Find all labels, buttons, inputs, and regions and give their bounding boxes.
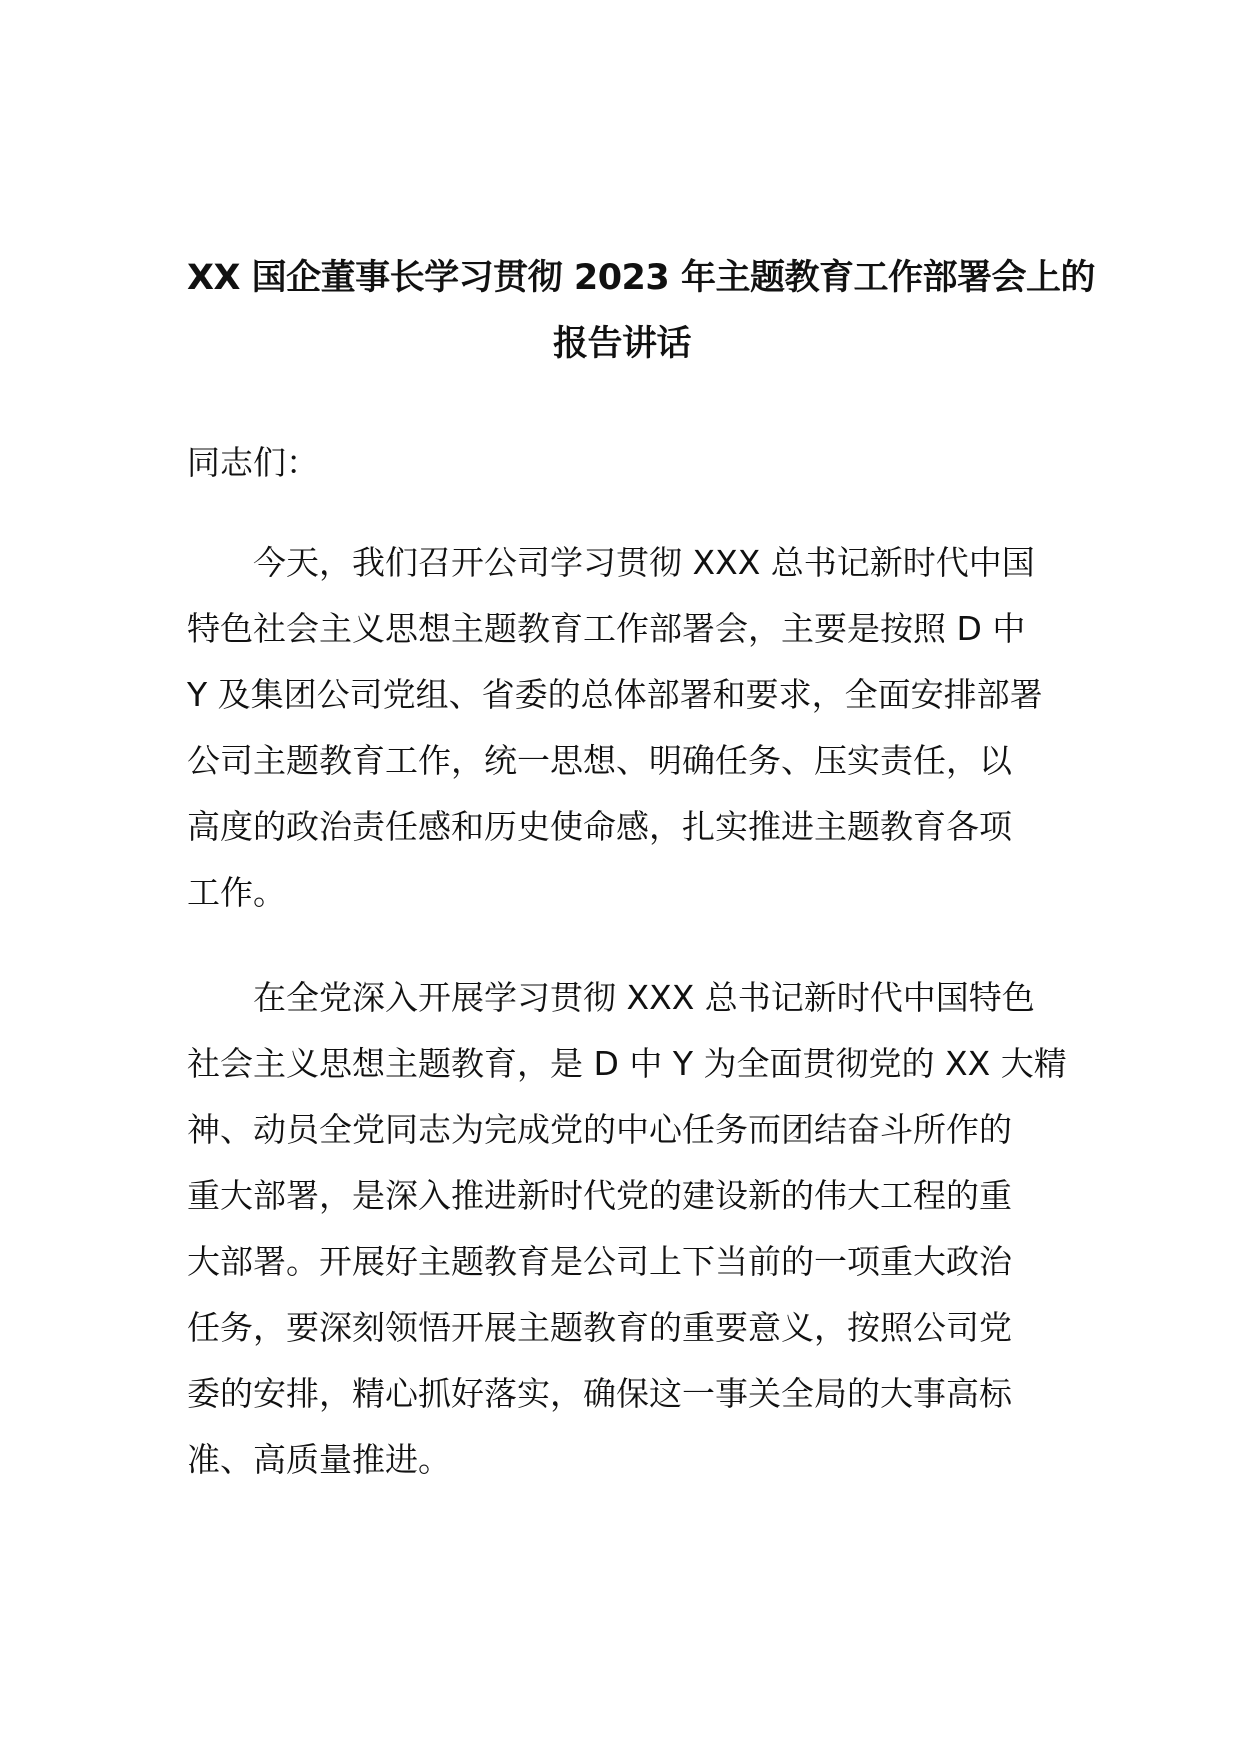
paragraph-line: 社会主义思想主题教育，是 D 中 Y 为全面贯彻党的 XX 大精 (187, 1044, 1067, 1083)
paragraph-line: 重大部署，是深入推进新时代党的建设新的伟大工程的重 (187, 1176, 1012, 1215)
body-paragraph (187, 530, 1067, 926)
body-paragraph (187, 965, 1067, 1493)
paragraph-line: 特色社会主义思想主题教育工作部署会，主要是按照 D 中 (187, 609, 1026, 648)
paragraph-line: 委的安排，精心抓好落实，确保这一事关全局的大事高标 (187, 1374, 1012, 1413)
title-line: 报告讲话 (552, 324, 691, 364)
paragraph-line: 工作。 (187, 873, 286, 912)
paragraph-line: 任务，要深刻领悟开展主题教育的重要意义，按照公司党 (187, 1308, 1012, 1347)
paragraph-line: 准、高质量推进。 (187, 1440, 451, 1479)
paragraph-line: 神、动员全党同志为完成党的中心任务而团结奋斗所作的 (187, 1110, 1012, 1149)
title-line: XX 国企董事长学习贯彻 2023 年主题教育工作部署会上的 (187, 258, 1095, 298)
paragraph-line: 在全党深入开展学习贯彻 XXX 总书记新时代中国特色 (253, 978, 1035, 1017)
paragraph-line: Y 及集团公司党组、省委的总体部署和要求，全面安排部署 (187, 675, 1043, 714)
paragraph-line: 公司主题教育工作，统一思想、明确任务、压实责任，以 (187, 741, 1012, 780)
document-title (187, 245, 1095, 377)
paragraph-line: 今天，我们召开公司学习贯彻 XXX 总书记新时代中国 (253, 543, 1035, 582)
paragraph-line: 高度的政治责任感和历史使命感，扎实推进主题教育各项 (187, 807, 1012, 846)
paragraph-line: 大部署。开展好主题教育是公司上下当前的一项重大政治 (187, 1242, 1012, 1281)
salutation: 同志们： (187, 443, 319, 482)
